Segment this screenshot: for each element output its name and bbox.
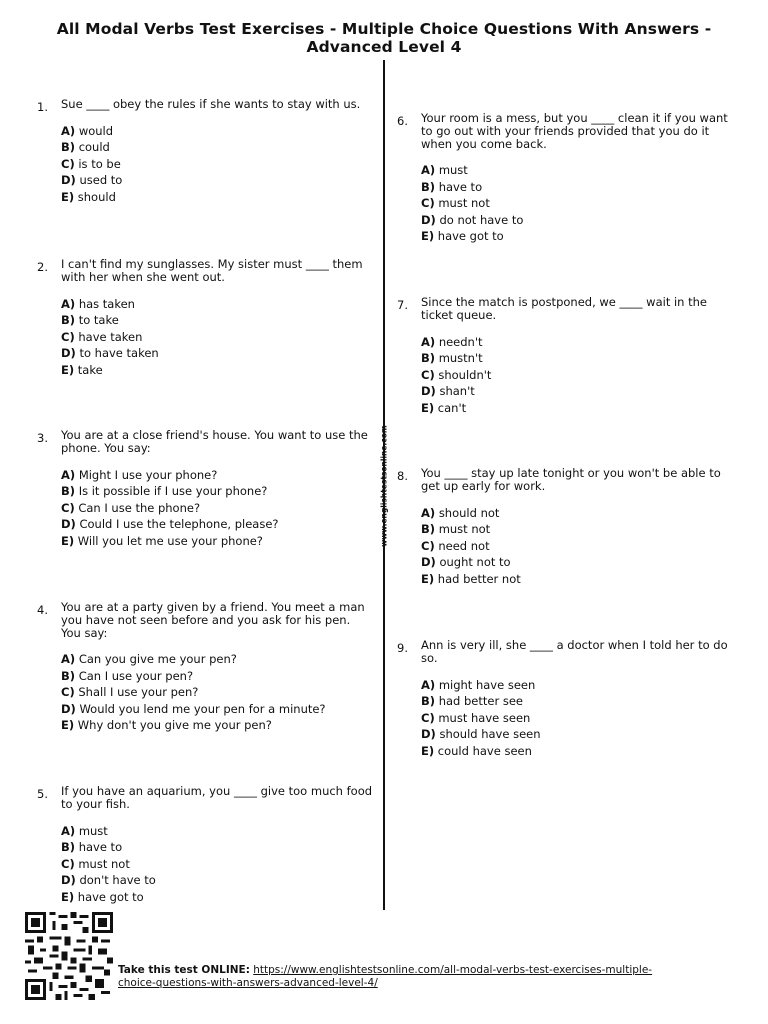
answer-options bbox=[61, 651, 376, 734]
answer-options bbox=[421, 162, 736, 245]
answer-options bbox=[421, 334, 736, 417]
option-d[interactable]: D) used to bbox=[61, 173, 123, 188]
option-a[interactable]: A) must bbox=[421, 163, 468, 178]
question-8 bbox=[397, 466, 736, 587]
question-4 bbox=[37, 600, 376, 734]
option-c[interactable]: C) must not bbox=[421, 196, 490, 211]
option-b[interactable]: B) must not bbox=[421, 522, 491, 537]
question-2 bbox=[37, 257, 376, 378]
option-c[interactable]: C) shouldn't bbox=[421, 367, 492, 382]
option-b[interactable]: B) to take bbox=[61, 313, 119, 328]
option-d[interactable]: D) ought not to bbox=[421, 555, 511, 570]
question-number: 7. bbox=[397, 298, 408, 312]
option-e[interactable]: E) Why don't you give me your pen? bbox=[61, 718, 272, 733]
option-b[interactable]: B) Can I use your pen? bbox=[61, 668, 194, 683]
title-line-1: All Modal Verbs Test Exercises - Multiple Choice Questions With Answers - bbox=[56, 20, 712, 38]
option-d[interactable]: D) to have taken bbox=[61, 346, 159, 361]
option-e[interactable]: E) had better not bbox=[421, 571, 521, 586]
option-a[interactable]: A) might have seen bbox=[421, 677, 536, 692]
option-a[interactable]: A) needn't bbox=[421, 334, 483, 349]
option-e[interactable]: E) have got to bbox=[421, 229, 504, 244]
option-a[interactable]: A) would bbox=[61, 123, 114, 138]
question-text: You ____ stay up late tonight or you won't be able to get up early for work. bbox=[421, 466, 721, 493]
option-a[interactable]: A) Can you give me your pen? bbox=[61, 652, 237, 667]
option-c[interactable]: C) Can I use the phone? bbox=[61, 500, 201, 515]
option-d[interactable]: D) Would you lend me your pen for a minute? bbox=[61, 701, 326, 716]
question-text: Sue ____ obey the rules if she wants to stay with us. bbox=[61, 97, 361, 111]
option-c[interactable]: C) need not bbox=[421, 538, 490, 553]
option-b[interactable]: B) have to bbox=[61, 840, 123, 855]
question-text: Since the match is postponed, we ____ wait in the ticket queue. bbox=[421, 295, 707, 322]
option-c[interactable]: C) is to be bbox=[61, 156, 121, 171]
option-a[interactable]: A) must bbox=[61, 823, 108, 838]
question-text: Ann is very ill, she ____ a doctor when I told her to do so. bbox=[421, 638, 728, 665]
question-text: If you have an aquarium, you ____ give too much food to your fish. bbox=[61, 784, 373, 811]
option-b[interactable]: B) could bbox=[61, 140, 110, 155]
option-d[interactable]: D) shan't bbox=[421, 384, 475, 399]
question-number: 5. bbox=[37, 787, 48, 801]
title-line-2: Advanced Level 4 bbox=[306, 38, 462, 56]
option-d[interactable]: D) don't have to bbox=[61, 873, 156, 888]
question-5 bbox=[37, 784, 376, 905]
option-d[interactable]: D) should have seen bbox=[421, 727, 541, 742]
option-e[interactable]: E) can't bbox=[421, 400, 467, 415]
question-number: 6. bbox=[397, 114, 408, 128]
qr-code-icon[interactable] bbox=[24, 912, 114, 1000]
page-title bbox=[0, 20, 768, 56]
option-a[interactable]: A) Might I use your phone? bbox=[61, 467, 218, 482]
option-e[interactable]: E) could have seen bbox=[421, 743, 532, 758]
question-9 bbox=[397, 638, 736, 759]
question-text: You are at a close friend's house. You want to use the phone. You say: bbox=[61, 428, 368, 455]
option-c[interactable]: C) have taken bbox=[61, 329, 143, 344]
option-e[interactable]: E) have got to bbox=[61, 889, 144, 904]
option-a[interactable]: A) has taken bbox=[61, 296, 135, 311]
question-text: I can't find my sunglasses. My sister must ____ them with her when she went out. bbox=[61, 257, 363, 284]
option-b[interactable]: B) had better see bbox=[421, 694, 523, 709]
question-number: 8. bbox=[397, 469, 408, 483]
question-number: 3. bbox=[37, 431, 48, 445]
answer-options bbox=[421, 677, 736, 760]
question-number: 4. bbox=[37, 603, 48, 617]
question-number: 1. bbox=[37, 100, 48, 114]
question-text: You are at a party given by a friend. You meet a man you have not seen before and you ask for his pen. You say: bbox=[61, 600, 365, 640]
option-a[interactable]: A) should not bbox=[421, 505, 500, 520]
question-text: Your room is a mess, but you ____ clean it if you want to go out with your friends provided that you do it when you come back. bbox=[421, 111, 728, 151]
option-e[interactable]: E) should bbox=[61, 189, 116, 204]
answer-options bbox=[61, 123, 376, 206]
answer-options bbox=[61, 467, 376, 550]
answer-options bbox=[61, 823, 376, 906]
footer-online-link bbox=[118, 964, 698, 989]
option-b[interactable]: B) Is it possible if I use your phone? bbox=[61, 484, 268, 499]
option-e[interactable]: E) take bbox=[61, 362, 103, 377]
question-7 bbox=[397, 295, 736, 416]
footer-label: Take this test ONLINE: bbox=[118, 964, 250, 976]
option-e[interactable]: E) Will you let me use your phone? bbox=[61, 533, 263, 548]
question-3 bbox=[37, 428, 376, 549]
question-1 bbox=[37, 97, 376, 205]
option-b[interactable]: B) mustn't bbox=[421, 351, 483, 366]
answer-options bbox=[421, 505, 736, 588]
question-6 bbox=[397, 111, 736, 245]
option-d[interactable]: D) Could I use the telephone, please? bbox=[61, 517, 279, 532]
option-c[interactable]: C) must have seen bbox=[421, 710, 531, 725]
option-c[interactable]: C) must not bbox=[61, 856, 130, 871]
option-b[interactable]: B) have to bbox=[421, 179, 483, 194]
question-number: 9. bbox=[397, 641, 408, 655]
option-c[interactable]: C) Shall I use your pen? bbox=[61, 685, 199, 700]
test-url-link[interactable]: https://www.englishtestsonline.com/all-modal-verbs-test-exercises-multiple- choice-questions-with-answers-advanced-level-4/ bbox=[118, 964, 653, 989]
option-d[interactable]: D) do not have to bbox=[421, 212, 524, 227]
question-number: 2. bbox=[37, 260, 48, 274]
site-watermark: www.englishtestsonline.com bbox=[379, 425, 389, 547]
answer-options bbox=[61, 296, 376, 379]
